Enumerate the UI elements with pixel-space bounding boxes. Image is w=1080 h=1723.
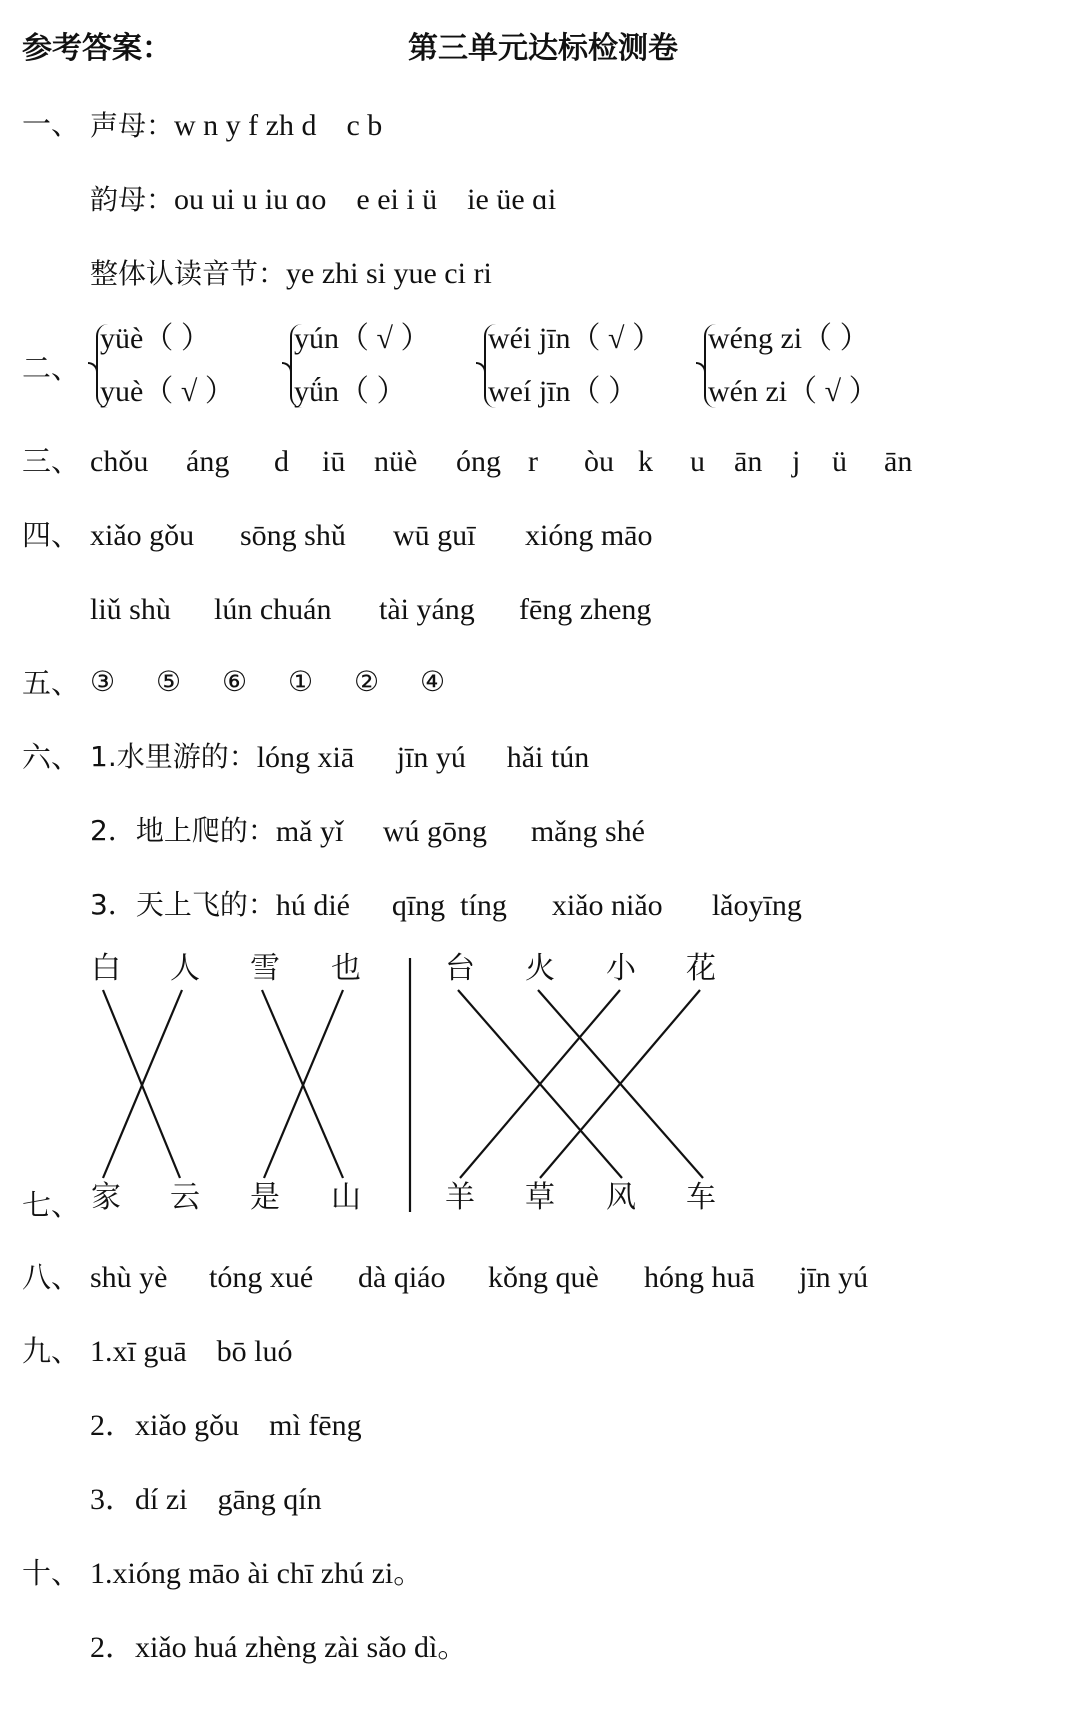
s3-item: j <box>792 445 801 478</box>
s5-item: ① <box>288 665 314 698</box>
match-bottom-char: 车 <box>686 1180 716 1215</box>
section-10-q1: 1.xióng māo ài chī zhú zi。 <box>90 1557 424 1590</box>
s4-item: xiǎo gǒu <box>90 519 195 552</box>
s3-item: k <box>638 445 653 478</box>
section-9-q3: 3．dí zi gāng qín <box>90 1483 322 1516</box>
s8-item: shù yè <box>90 1261 168 1294</box>
s5-item: ⑤ <box>156 665 182 698</box>
pair-2-bottom: yǘn（ ） <box>294 375 407 408</box>
section-2-number: 二、 <box>22 351 81 385</box>
s8-item: dà qiáo <box>358 1261 446 1294</box>
match-bottom-char: 羊 <box>445 1180 475 1215</box>
s6-q2-item: wú gōng <box>382 815 487 848</box>
section-10-q2: 2．xiǎo huá zhèng zài sǎo dì。 <box>90 1631 468 1664</box>
s4-item: wū guī <box>393 519 476 552</box>
pair-1-bottom: yuè（ √ ） <box>100 375 235 408</box>
match-top-char: 也 <box>331 951 361 986</box>
pair-4-bottom: wén zi（ √ ） <box>708 375 879 408</box>
section-8-number: 八、 <box>22 1260 81 1294</box>
answer-key-label: 参考答案： <box>22 31 172 66</box>
match-top-char: 白 <box>91 951 121 986</box>
match-bottom-char: 山 <box>331 1180 361 1215</box>
match-bottom-char: 风 <box>606 1180 636 1215</box>
s4-item: lún chuán <box>214 593 332 626</box>
shengmu-answer: w n y f zh d c b <box>174 109 383 142</box>
s4-item: sōng shǔ <box>240 519 346 552</box>
pair-1-top: yüè（ ） <box>100 322 211 355</box>
s8-item: tóng xué <box>209 1261 314 1294</box>
q1-label: 1.水里游的： <box>90 740 257 773</box>
s3-item: u <box>690 445 705 478</box>
s5-item: ⑥ <box>222 665 248 698</box>
section-6-number: 六、 <box>22 740 81 774</box>
match-top-char: 人 <box>170 951 200 986</box>
shengmu-label: 声母： <box>90 109 175 142</box>
s5-item: ③ <box>90 665 116 698</box>
zhengti-answer: ye zhi si yue ci ri <box>286 257 492 290</box>
s8-item: kǒng què <box>488 1261 599 1294</box>
s3-item: ān <box>884 445 913 478</box>
pair-2-top: yún（ √ ） <box>294 322 431 355</box>
s3-item: chǒu <box>90 445 149 478</box>
match-bottom-char: 是 <box>250 1180 280 1215</box>
s3-item: òu <box>584 445 614 478</box>
section-3-number: 三、 <box>22 444 81 478</box>
s6-q3-item: lǎoyīng <box>711 889 802 922</box>
section-9-q2: 2．xiǎo gǒu mì fēng <box>90 1409 362 1442</box>
match-bottom-char: 云 <box>170 1180 200 1215</box>
match-top-char: 小 <box>606 951 636 986</box>
page-title: 第三单元达标检测卷 <box>408 31 678 66</box>
q2-label: 2．地上爬的： <box>90 814 276 847</box>
section-4-number: 四、 <box>22 518 81 552</box>
s4-item: tài yáng <box>379 593 475 626</box>
section-5-number: 五、 <box>22 666 81 700</box>
s3-item: áng <box>186 445 230 478</box>
match-top-char: 雪 <box>250 951 280 986</box>
s5-item: ② <box>354 665 380 698</box>
s6-q1-item: hǎi tún <box>506 741 590 774</box>
section-9-number: 九、 <box>22 1334 81 1368</box>
section-10-number: 十、 <box>22 1556 81 1590</box>
yunmu-answer: ou ui u iu ɑo e ei i ü ie üe ɑi <box>174 183 557 216</box>
s4-item: fēng zheng <box>519 593 652 626</box>
s3-item: iū <box>322 445 346 478</box>
s6-q3-item: qīng tíng <box>391 889 507 922</box>
s3-item: óng <box>456 445 501 478</box>
s6-q3-item: hú dié <box>275 889 350 922</box>
s3-item: ān <box>734 445 763 478</box>
s3-item: nüè <box>374 445 418 478</box>
s6-q1-item: jīn yú <box>396 741 466 774</box>
s8-item: jīn yú <box>799 1261 869 1294</box>
match-bottom-char: 家 <box>91 1180 121 1215</box>
pair-4-top: wéng zi（ ） <box>708 322 870 355</box>
s3-item: r <box>528 445 538 478</box>
section-1-number: 一、 <box>22 107 81 141</box>
s8-item: hóng huā <box>644 1261 755 1294</box>
s5-item: ④ <box>420 665 446 698</box>
pair-3-bottom: weí jīn（ ） <box>488 375 638 408</box>
match-top-char: 台 <box>445 951 475 986</box>
s6-q1-item: lóng xiā <box>256 741 355 774</box>
s3-item: d <box>274 445 289 478</box>
s6-q2-item: mǎng shé <box>530 815 645 848</box>
section-7-number: 七、 <box>22 1188 81 1222</box>
pair-3-top: wéi jīn（ √ ） <box>488 322 662 355</box>
match-top-char: 火 <box>525 951 555 986</box>
q3-label: 3．天上飞的： <box>90 888 276 921</box>
s3-item: ü <box>832 445 847 478</box>
s6-q3-item: xiǎo niǎo <box>551 889 663 922</box>
s4-item: xióng māo <box>525 519 653 552</box>
zhengti-label: 整体认读音节： <box>90 257 287 290</box>
section-8-answers <box>90 1263 868 1293</box>
s6-q2-item: mǎ yǐ <box>275 815 344 848</box>
match-top-char: 花 <box>686 951 716 986</box>
yunmu-label: 韵母： <box>90 183 175 216</box>
section-9-q1: 1.xī guā bō luó <box>90 1335 293 1368</box>
s4-item: liǔ shù <box>90 593 171 626</box>
match-bottom-char: 草 <box>525 1180 555 1215</box>
